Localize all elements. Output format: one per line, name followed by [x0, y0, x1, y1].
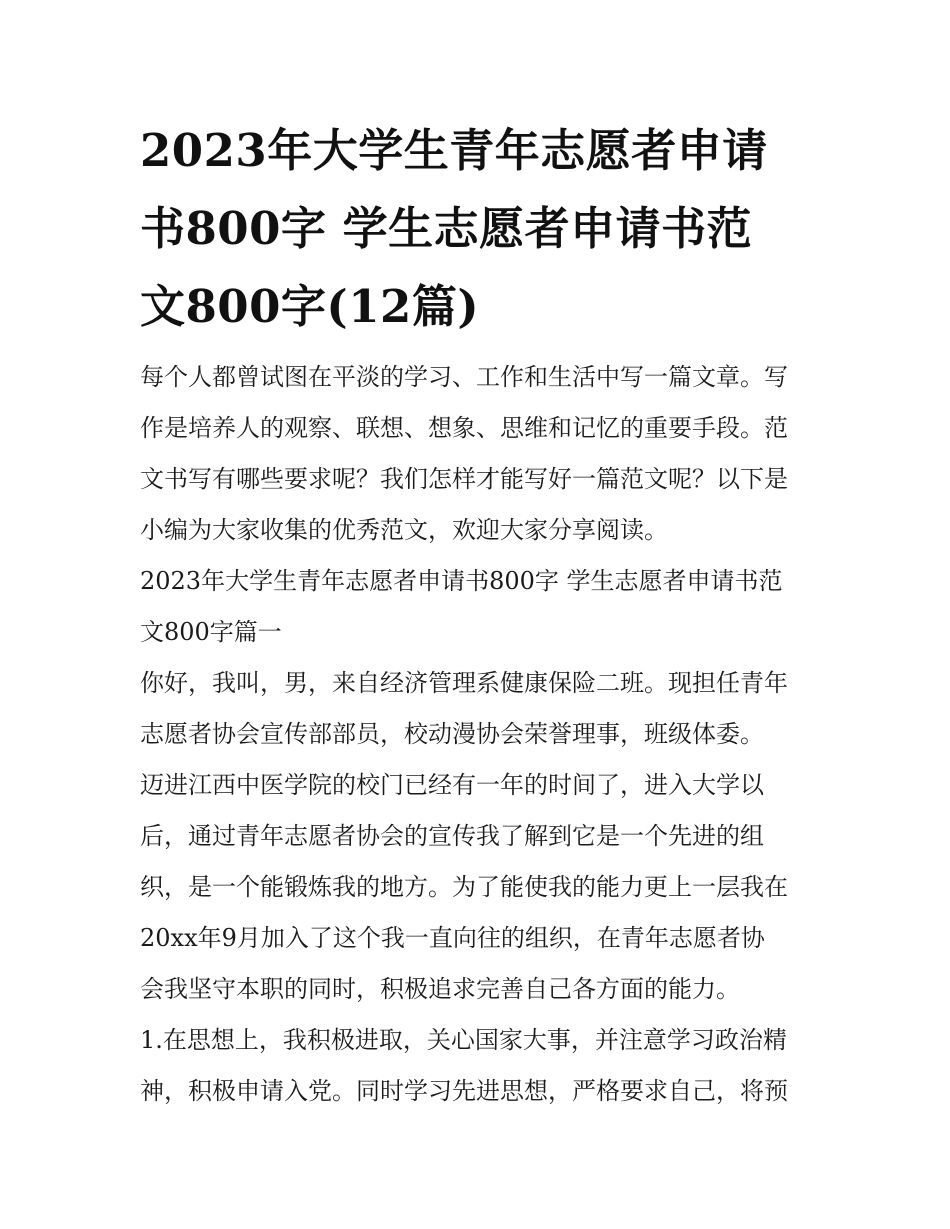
document-body [140, 352, 830, 1117]
intro-paragraph [140, 352, 830, 556]
greeting-paragraph [140, 658, 830, 760]
title-line: 书800字 学生志愿者申请书范 [140, 202, 753, 255]
text-line: 会我坚守本职的同时，积极追求完善自己各方面的能力。 [140, 975, 740, 1003]
text-line: 志愿者协会宣传部部员，校动漫协会荣誉理事，班级体委。 [140, 720, 764, 748]
text-line: 文800字篇一 [140, 618, 282, 646]
text-line: 作是培养人的观察、联想、想象、思维和记忆的重要手段。范 [140, 414, 788, 442]
text-line: 20xx年9月加入了这个我一直向往的组织，在青年志愿者协 [140, 924, 765, 952]
text-line: 后，通过青年志愿者协会的宣传我了解到它是一个先进的组 [140, 822, 764, 850]
body-paragraph [140, 760, 830, 1015]
text-line: 织，是一个能锻炼我的地方。为了能使我的能力更上一层我在 [140, 873, 788, 901]
text-line: 2023年大学生青年志愿者申请书800字 学生志愿者申请书范 [140, 567, 783, 595]
text-line: 你好，我叫，男，来自经济管理系健康保险二班。现担任青年 [140, 669, 788, 697]
text-line: 迈进江西中医学院的校门已经有一年的时间了，进入大学以 [140, 771, 764, 799]
text-line: 文书写有哪些要求呢？我们怎样才能写好一篇范文呢？以下是 [140, 465, 788, 493]
section-subheading [140, 556, 830, 658]
list-item [140, 1015, 830, 1117]
text-line: 神，积极申请入党。同时学习先进思想，严格要求自己，将预 [140, 1077, 788, 1105]
text-line: 每个人都曾试图在平淡的学习、工作和生活中写一篇文章。写 [140, 363, 788, 391]
document-title [140, 112, 820, 346]
title-line: 文800字(12篇) [140, 280, 480, 333]
title-line: 2023年大学生青年志愿者申请 [140, 124, 768, 177]
text-line: 小编为大家收集的优秀范文，欢迎大家分享阅读。 [140, 516, 668, 544]
text-line: 1.在思想上，我积极进取，关心国家大事，并注意学习政治精 [140, 1026, 787, 1054]
